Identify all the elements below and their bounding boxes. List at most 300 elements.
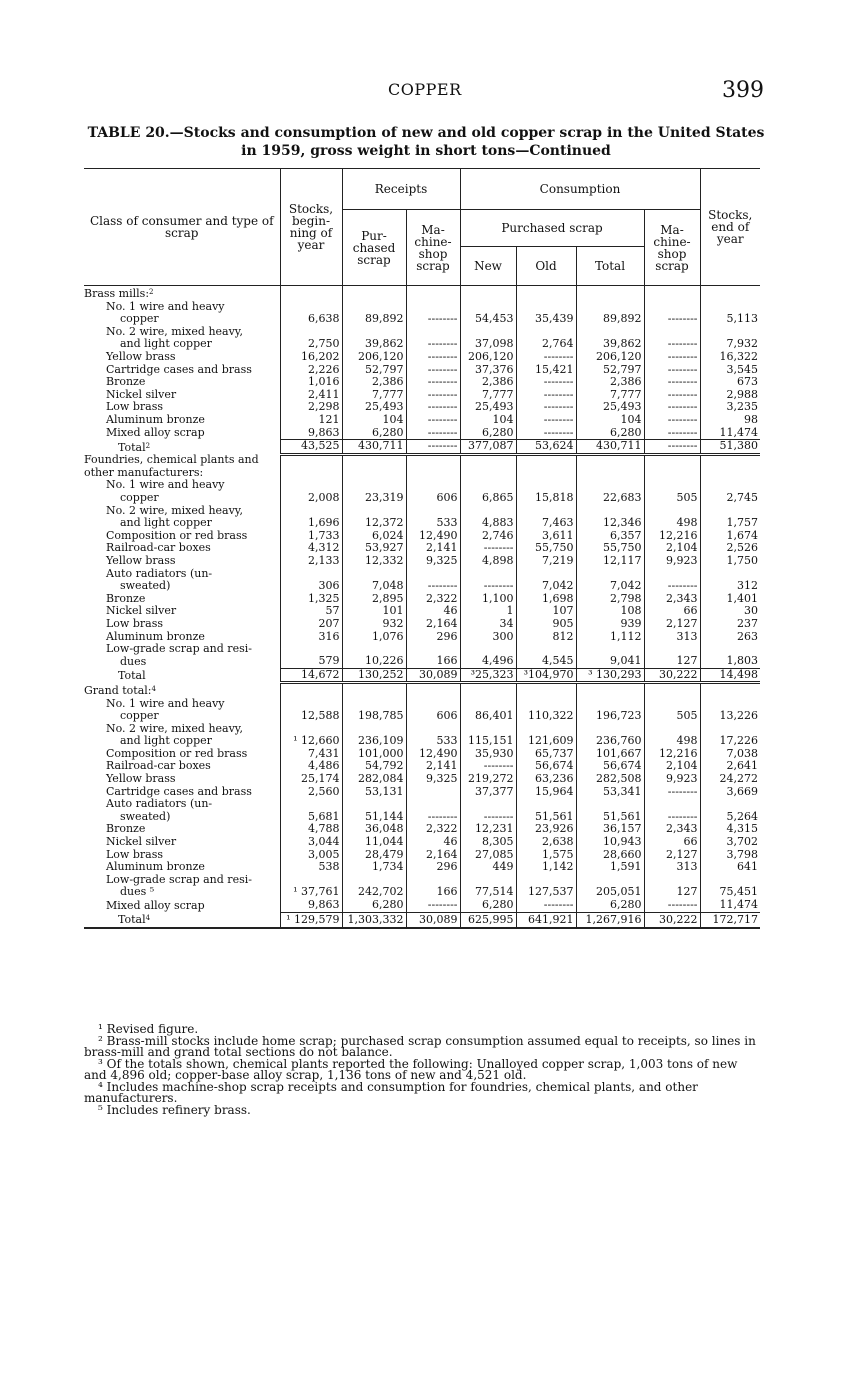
- footnote-ref: 4: [151, 684, 156, 693]
- value-cell: 7,042: [516, 568, 576, 593]
- row-label-line: Auto radiators (un-: [106, 566, 213, 580]
- value-cell: 15,964: [516, 786, 576, 799]
- value-cell: 12,490: [406, 748, 460, 761]
- value-cell: 14,498: [700, 668, 760, 683]
- value-cell: 198,785: [342, 698, 406, 723]
- value-cell: 1: [460, 605, 516, 618]
- header-purchased-scrap: Purchased scrap: [460, 210, 644, 247]
- row-label: [84, 874, 280, 899]
- value-cell: 101,667: [576, 748, 644, 761]
- row-label-line: Yellow brass: [106, 553, 176, 567]
- section-heading: [84, 286, 280, 301]
- value-cell: 107: [516, 605, 576, 618]
- value-cell: 30,089: [406, 912, 460, 928]
- value-cell: 51,561: [516, 798, 576, 823]
- value-cell: 54,453: [460, 301, 516, 326]
- value-cell: 2,798: [576, 593, 644, 606]
- value-cell: --------: [406, 301, 460, 326]
- row-label-line: Low brass: [106, 847, 163, 861]
- value-cell: --------: [406, 568, 460, 593]
- table-row: [84, 823, 760, 836]
- row-label-line: Nickel silver: [106, 387, 177, 401]
- value-cell: 377,087: [460, 440, 516, 455]
- value-cell: 3,669: [700, 786, 760, 799]
- value-cell: 3,611: [516, 530, 576, 543]
- value-cell: 538: [280, 861, 342, 874]
- value-cell: 1,325: [280, 593, 342, 606]
- header-purchased-receipts: Pur- chased scrap: [342, 210, 406, 286]
- table-row: [84, 505, 760, 530]
- empty-cell: [406, 683, 460, 698]
- value-cell: 166: [406, 874, 460, 899]
- value-cell: 533: [406, 505, 460, 530]
- value-cell: 2,750: [280, 326, 342, 351]
- value-cell: 75,451: [700, 874, 760, 899]
- value-cell: 7,042: [576, 568, 644, 593]
- value-cell: 1,803: [700, 643, 760, 668]
- value-cell: 625,995: [460, 912, 516, 928]
- row-label: [84, 351, 280, 364]
- value-cell: 30,222: [644, 912, 700, 928]
- footnote-3: ³ Of the totals shown, chemical plants reported the following: Unalloyed copper scrap, 1,003 tons of new and 4,896 old; copper-base alloy scrap, 1,136 tons of new and 4,521 old.: [84, 1056, 738, 1082]
- row-label-line: copper: [120, 312, 159, 326]
- table-row: [84, 389, 760, 402]
- value-cell: --------: [406, 899, 460, 912]
- value-cell: --------: [460, 798, 516, 823]
- value-cell: 2,133: [280, 555, 342, 568]
- value-cell: 22,683: [576, 479, 644, 504]
- value-cell: 7,777: [576, 389, 644, 402]
- value-cell: 63,236: [516, 773, 576, 786]
- value-cell: 1,674: [700, 530, 760, 543]
- value-cell: --------: [460, 542, 516, 555]
- footnote-ref: 2: [145, 441, 151, 450]
- value-cell: 6,865: [460, 479, 516, 504]
- value-cell: 237: [700, 618, 760, 631]
- value-cell: ¹ 129,579: [280, 912, 342, 928]
- value-cell: 2,141: [406, 542, 460, 555]
- empty-cell: [342, 286, 406, 301]
- value-cell: 306: [280, 568, 342, 593]
- row-label-line: dues ⁵: [120, 885, 155, 899]
- row-label-line: No. 2 wire, mixed heavy,: [106, 324, 244, 338]
- value-cell: 28,479: [342, 849, 406, 862]
- table-row: [84, 593, 760, 606]
- empty-cell: [576, 454, 644, 479]
- table-row: [84, 618, 760, 631]
- footnote-1: ¹ Revised figure.: [98, 1022, 199, 1036]
- empty-cell: [460, 683, 516, 698]
- value-cell: 77,514: [460, 874, 516, 899]
- value-cell: --------: [460, 760, 516, 773]
- value-cell: 505: [644, 479, 700, 504]
- value-cell: 4,312: [280, 542, 342, 555]
- empty-cell: [516, 286, 576, 301]
- value-cell: 263: [700, 631, 760, 644]
- empty-cell: [700, 286, 760, 301]
- table-row: [84, 698, 760, 723]
- table-row: [84, 798, 760, 823]
- value-cell: 2,526: [700, 542, 760, 555]
- value-cell: 673: [700, 376, 760, 389]
- value-cell: 108: [576, 605, 644, 618]
- row-label-line: No. 2 wire, mixed heavy,: [106, 503, 244, 517]
- value-cell: --------: [644, 568, 700, 593]
- value-cell: 641: [700, 861, 760, 874]
- total-label-text: Total: [118, 913, 146, 927]
- row-label-line: Aluminum bronze: [106, 860, 205, 874]
- value-cell: 282,084: [342, 773, 406, 786]
- header-receipts: Receipts: [342, 169, 460, 210]
- row-label-line: Low-grade scrap and resi-: [106, 872, 252, 886]
- table-row: [84, 899, 760, 912]
- value-cell: --------: [644, 427, 700, 440]
- value-cell: --------: [516, 899, 576, 912]
- section-heading-text: Brass mills:: [84, 287, 150, 300]
- value-cell: 12,216: [644, 530, 700, 543]
- total-label: [84, 912, 280, 928]
- running-title: COPPER: [388, 80, 462, 99]
- value-cell: 12,588: [280, 698, 342, 723]
- row-label: [84, 861, 280, 874]
- row-label: [84, 643, 280, 668]
- value-cell: ¹ 12,660: [280, 723, 342, 748]
- value-cell: 9,041: [576, 643, 644, 668]
- value-cell: 4,315: [700, 823, 760, 836]
- value-cell: 296: [406, 631, 460, 644]
- section-heading-row: [84, 683, 760, 698]
- value-cell: 2,560: [280, 786, 342, 799]
- value-cell: 101,000: [342, 748, 406, 761]
- value-cell: 3,798: [700, 849, 760, 862]
- total-label: [84, 668, 280, 683]
- value-cell: 25,493: [342, 401, 406, 414]
- value-cell: 1,016: [280, 376, 342, 389]
- empty-cell: [644, 454, 700, 479]
- value-cell: 206,120: [576, 351, 644, 364]
- value-cell: 1,575: [516, 849, 576, 862]
- value-cell: --------: [406, 326, 460, 351]
- value-cell: 2,386: [460, 376, 516, 389]
- value-cell: 115,151: [460, 723, 516, 748]
- value-cell: --------: [406, 427, 460, 440]
- row-label-line: Cartridge cases and brass: [106, 784, 252, 798]
- row-label: [84, 326, 280, 351]
- value-cell: 1,757: [700, 505, 760, 530]
- value-cell: 6,357: [576, 530, 644, 543]
- header-old: Old: [516, 247, 576, 286]
- value-cell: 66: [644, 836, 700, 849]
- value-cell: 2,343: [644, 593, 700, 606]
- row-label: [84, 773, 280, 786]
- value-cell: 89,892: [342, 301, 406, 326]
- value-cell: 219,272: [460, 773, 516, 786]
- value-cell: 2,988: [700, 389, 760, 402]
- value-cell: 166: [406, 643, 460, 668]
- empty-cell: [280, 454, 342, 479]
- header-new: New: [460, 247, 516, 286]
- table-row: [84, 364, 760, 377]
- row-label: [84, 414, 280, 427]
- value-cell: 1,142: [516, 861, 576, 874]
- empty-cell: [700, 454, 760, 479]
- value-cell: 54,792: [342, 760, 406, 773]
- row-label: [84, 427, 280, 440]
- value-cell: 13,226: [700, 698, 760, 723]
- header-total: Total: [576, 247, 644, 286]
- value-cell: 104: [460, 414, 516, 427]
- value-cell: 2,164: [406, 618, 460, 631]
- value-cell: 25,493: [576, 401, 644, 414]
- value-cell: 65,737: [516, 748, 576, 761]
- value-cell: 9,923: [644, 555, 700, 568]
- value-cell: 28,660: [576, 849, 644, 862]
- row-label: [84, 698, 280, 723]
- value-cell: 34: [460, 618, 516, 631]
- table-row: [84, 479, 760, 504]
- value-cell: --------: [644, 376, 700, 389]
- value-cell: 11,474: [700, 427, 760, 440]
- data-table: [84, 168, 760, 929]
- value-cell: 30,222: [644, 668, 700, 683]
- row-label: [84, 301, 280, 326]
- value-cell: 2,386: [342, 376, 406, 389]
- value-cell: 130,252: [342, 668, 406, 683]
- value-cell: 498: [644, 723, 700, 748]
- header-class: Class of consumer and type of scrap: [84, 169, 280, 286]
- value-cell: --------: [406, 401, 460, 414]
- row-label-line: Auto radiators (un-: [106, 797, 213, 811]
- value-cell: 2,127: [644, 618, 700, 631]
- value-cell: 36,048: [342, 823, 406, 836]
- value-cell: 7,219: [516, 555, 576, 568]
- row-label: [84, 618, 280, 631]
- value-cell: 25,174: [280, 773, 342, 786]
- value-cell: 2,322: [406, 593, 460, 606]
- row-label-line: Railroad-car boxes: [106, 759, 211, 773]
- value-cell: 812: [516, 631, 576, 644]
- row-label: [84, 555, 280, 568]
- value-cell: 2,104: [644, 542, 700, 555]
- value-cell: 53,927: [342, 542, 406, 555]
- table-caption: —Stocks and consumption of new and old copper scrap in the United States in 1959, gross weight in short tons—Continued: [169, 125, 765, 159]
- value-cell: 15,818: [516, 479, 576, 504]
- value-cell: 236,760: [576, 723, 644, 748]
- value-cell: 1,303,332: [342, 912, 406, 928]
- table-row: [84, 351, 760, 364]
- value-cell: ³104,970: [516, 668, 576, 683]
- empty-cell: [460, 286, 516, 301]
- value-cell: 5,681: [280, 798, 342, 823]
- value-cell: --------: [406, 364, 460, 377]
- footnotes: [84, 1024, 760, 1116]
- table-body: [84, 286, 760, 928]
- value-cell: 25,493: [460, 401, 516, 414]
- table-row: [84, 874, 760, 899]
- value-cell: 7,777: [460, 389, 516, 402]
- table-row: [84, 861, 760, 874]
- value-cell: 89,892: [576, 301, 644, 326]
- value-cell: 6,280: [460, 899, 516, 912]
- value-cell: 12,490: [406, 530, 460, 543]
- empty-cell: [280, 683, 342, 698]
- value-cell: 23,926: [516, 823, 576, 836]
- value-cell: 12,332: [342, 555, 406, 568]
- value-cell: 296: [406, 861, 460, 874]
- row-label: [84, 505, 280, 530]
- value-cell: --------: [644, 389, 700, 402]
- value-cell: 37,377: [460, 786, 516, 799]
- row-label-line: Aluminum bronze: [106, 412, 205, 426]
- value-cell: 7,048: [342, 568, 406, 593]
- value-cell: 6,024: [342, 530, 406, 543]
- table-row: [84, 414, 760, 427]
- row-label-line: No. 2 wire, mixed heavy,: [106, 721, 244, 735]
- value-cell: 12,216: [644, 748, 700, 761]
- value-cell: --------: [644, 401, 700, 414]
- value-cell: 2,895: [342, 593, 406, 606]
- value-cell: 55,750: [576, 542, 644, 555]
- value-cell: 4,486: [280, 760, 342, 773]
- value-cell: 579: [280, 643, 342, 668]
- value-cell: 17,226: [700, 723, 760, 748]
- empty-cell: [342, 454, 406, 479]
- header-machine-shop-consumption: Ma- chine- shop scrap: [644, 210, 700, 286]
- value-cell: 30,089: [406, 668, 460, 683]
- empty-cell: [406, 454, 460, 479]
- value-cell: 9,923: [644, 773, 700, 786]
- value-cell: 16,322: [700, 351, 760, 364]
- row-label: [84, 798, 280, 823]
- value-cell: 52,797: [576, 364, 644, 377]
- value-cell: 37,376: [460, 364, 516, 377]
- value-cell: 27,085: [460, 849, 516, 862]
- row-label-line: and light copper: [120, 337, 212, 351]
- row-label-line: Low-grade scrap and resi-: [106, 642, 252, 656]
- value-cell: 6,638: [280, 301, 342, 326]
- value-cell: 312: [700, 568, 760, 593]
- value-cell: 56,674: [576, 760, 644, 773]
- footnote-ref: 2: [149, 288, 154, 296]
- value-cell: 53,624: [516, 440, 576, 455]
- value-cell: 2,764: [516, 326, 576, 351]
- row-label-line: No. 1 wire and heavy: [106, 478, 225, 492]
- value-cell: 430,711: [342, 440, 406, 455]
- row-label: [84, 568, 280, 593]
- value-cell: 4,788: [280, 823, 342, 836]
- footnote-ref: 4: [145, 914, 151, 923]
- table-row: [84, 773, 760, 786]
- value-cell: 1,734: [342, 861, 406, 874]
- value-cell: 55,750: [516, 542, 576, 555]
- value-cell: 2,164: [406, 849, 460, 862]
- section-heading: [84, 683, 280, 698]
- header-stocks-end: Stocks, end of year: [700, 169, 760, 286]
- footnote-5: ⁵ Includes refinery brass.: [98, 1102, 251, 1117]
- row-label-line: Bronze: [106, 375, 146, 389]
- value-cell: 66: [644, 605, 700, 618]
- value-cell: ¹ 37,761: [280, 874, 342, 899]
- value-cell: 533: [406, 723, 460, 748]
- value-cell: 2,343: [644, 823, 700, 836]
- value-cell: 1,750: [700, 555, 760, 568]
- value-cell: --------: [406, 440, 460, 455]
- value-cell: --------: [516, 414, 576, 427]
- value-cell: 4,883: [460, 505, 516, 530]
- value-cell: --------: [516, 389, 576, 402]
- value-cell: 12,346: [576, 505, 644, 530]
- value-cell: 7,431: [280, 748, 342, 761]
- row-label: [84, 376, 280, 389]
- footnote-2: ² Brass-mill stocks include home scrap; purchased scrap consumption assumed equal to receipts, so lines in brass-mill and grand total sections do not balance.: [84, 1033, 756, 1059]
- value-cell: 498: [644, 505, 700, 530]
- value-cell: 932: [342, 618, 406, 631]
- value-cell: --------: [644, 786, 700, 799]
- section-heading: [84, 454, 280, 479]
- value-cell: 12,117: [576, 555, 644, 568]
- row-label-line: sweated): [120, 579, 171, 593]
- row-label-line: Bronze: [106, 822, 146, 836]
- value-cell: 3,702: [700, 836, 760, 849]
- value-cell: 6,280: [576, 899, 644, 912]
- row-label: [84, 723, 280, 748]
- value-cell: --------: [644, 326, 700, 351]
- value-cell: --------: [644, 414, 700, 427]
- value-cell: 86,401: [460, 698, 516, 723]
- value-cell: ³25,323: [460, 668, 516, 683]
- value-cell: 1,112: [576, 631, 644, 644]
- row-label-line: Composition or red brass: [106, 528, 248, 542]
- value-cell: 7,777: [342, 389, 406, 402]
- value-cell: 6,280: [576, 427, 644, 440]
- value-cell: 30: [700, 605, 760, 618]
- value-cell: 2,104: [644, 760, 700, 773]
- value-cell: 1,698: [516, 593, 576, 606]
- row-label-line: Aluminum bronze: [106, 629, 205, 643]
- value-cell: 1,076: [342, 631, 406, 644]
- value-cell: --------: [516, 376, 576, 389]
- row-label-line: Low brass: [106, 616, 163, 630]
- value-cell: 35,439: [516, 301, 576, 326]
- value-cell: --------: [644, 798, 700, 823]
- value-cell: 300: [460, 631, 516, 644]
- value-cell: 46: [406, 836, 460, 849]
- empty-cell: [280, 286, 342, 301]
- value-cell: 1,100: [460, 593, 516, 606]
- value-cell: 4,496: [460, 643, 516, 668]
- value-cell: 12,372: [342, 505, 406, 530]
- value-cell: 14,672: [280, 668, 342, 683]
- row-label-line: copper: [120, 709, 159, 723]
- value-cell: 24,272: [700, 773, 760, 786]
- row-label-line: Mixed alloy scrap: [106, 898, 205, 912]
- value-cell: 172,717: [700, 912, 760, 928]
- value-cell: 8,305: [460, 836, 516, 849]
- value-cell: 641,921: [516, 912, 576, 928]
- value-cell: --------: [516, 427, 576, 440]
- value-cell: --------: [644, 301, 700, 326]
- row-label: [84, 836, 280, 849]
- value-cell: 56,674: [516, 760, 576, 773]
- value-cell: 10,943: [576, 836, 644, 849]
- value-cell: --------: [644, 351, 700, 364]
- value-cell: 505: [644, 698, 700, 723]
- value-cell: 606: [406, 698, 460, 723]
- section-heading-text: Foundries, chemical plants and other manufacturers:: [84, 453, 259, 479]
- value-cell: 121,609: [516, 723, 576, 748]
- value-cell: --------: [644, 364, 700, 377]
- value-cell: 313: [644, 631, 700, 644]
